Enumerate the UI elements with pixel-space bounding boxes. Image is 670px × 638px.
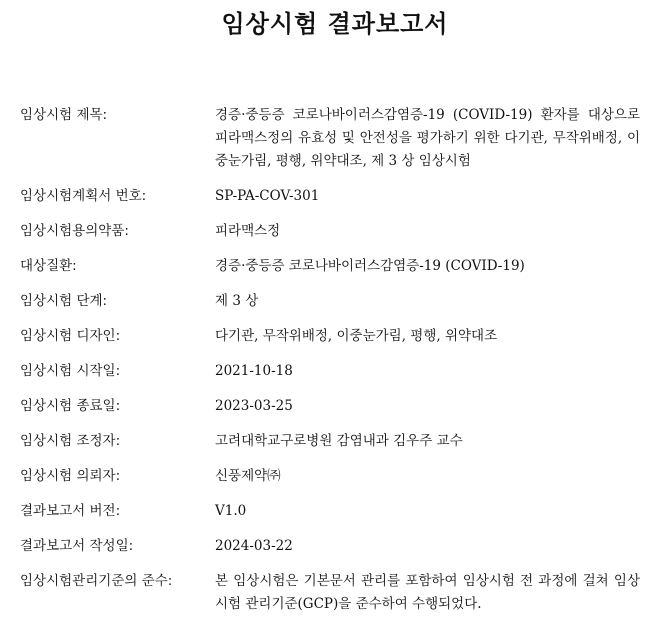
- field-report-date: [20, 535, 640, 558]
- report-info-table: [20, 104, 640, 628]
- field-trial-phase: [20, 290, 640, 313]
- field-label: 결과보고서 작성일:: [20, 538, 134, 554]
- field-label: 결과보고서 버전:: [20, 503, 121, 519]
- field-investigational-product: [20, 220, 640, 243]
- field-label: 임상시험 조정자:: [20, 433, 121, 449]
- field-value: SP-PA-COV-301: [215, 188, 320, 204]
- field-value: 신풍제약㈜: [215, 468, 281, 484]
- field-value: 2023-03-25: [215, 398, 293, 414]
- field-coordinator: [20, 430, 640, 453]
- field-value: 2021-10-18: [215, 363, 293, 379]
- field-value: 2024-03-22: [215, 538, 293, 554]
- field-label: 임상시험 제목:: [20, 107, 108, 123]
- field-value: 피라맥스정: [215, 223, 281, 239]
- field-value: 경증·중등증 코로나바이러스감염증-19 (COVID-19) 환자를 대상으로 피라맥스정의 유효성 및 안전성을 평가하기 위한 다기관, 무작위배정, 이중눈가림, 평행, 위약대조, 제 3 상 임상시험: [215, 107, 640, 169]
- field-value: 고려대학교구로병원 감염내과 김우주 교수: [215, 433, 463, 449]
- field-protocol-number: [20, 185, 640, 208]
- field-label: 대상질환:: [20, 258, 77, 274]
- field-indication: [20, 255, 640, 278]
- field-report-version: [20, 500, 640, 523]
- field-label: 임상시험 단계:: [20, 293, 108, 309]
- field-value: 다기관, 무작위배정, 이중눈가림, 평행, 위약대조: [215, 328, 498, 344]
- field-label: 임상시험 디자인:: [20, 328, 121, 344]
- field-label: 임상시험 의뢰자:: [20, 468, 121, 484]
- field-sponsor: [20, 465, 640, 488]
- field-trial-title: [20, 104, 640, 173]
- field-label: 임상시험용의약품:: [20, 223, 129, 239]
- field-label: 임상시험 종료일:: [20, 398, 121, 414]
- field-value: V1.0: [215, 503, 247, 519]
- field-end-date: [20, 395, 640, 418]
- page-title: 임상시험 결과보고서: [221, 10, 449, 38]
- field-trial-design: [20, 325, 640, 348]
- field-gcp-compliance: [20, 570, 640, 616]
- field-value: 본 임상시험은 기본문서 관리를 포함하여 임상시험 전 과정에 걸쳐 임상시험 관리기준(GCP)을 준수하여 수행되었다.: [215, 573, 640, 612]
- field-value: 경증·중등증 코로나바이러스감염증-19 (COVID-19): [215, 258, 525, 274]
- field-value: 제 3 상: [215, 293, 259, 309]
- field-label: 임상시험 시작일:: [20, 363, 121, 379]
- field-label: 임상시험계획서 번호:: [20, 188, 147, 204]
- field-start-date: [20, 360, 640, 383]
- field-label: 임상시험관리기준의 준수:: [20, 573, 173, 589]
